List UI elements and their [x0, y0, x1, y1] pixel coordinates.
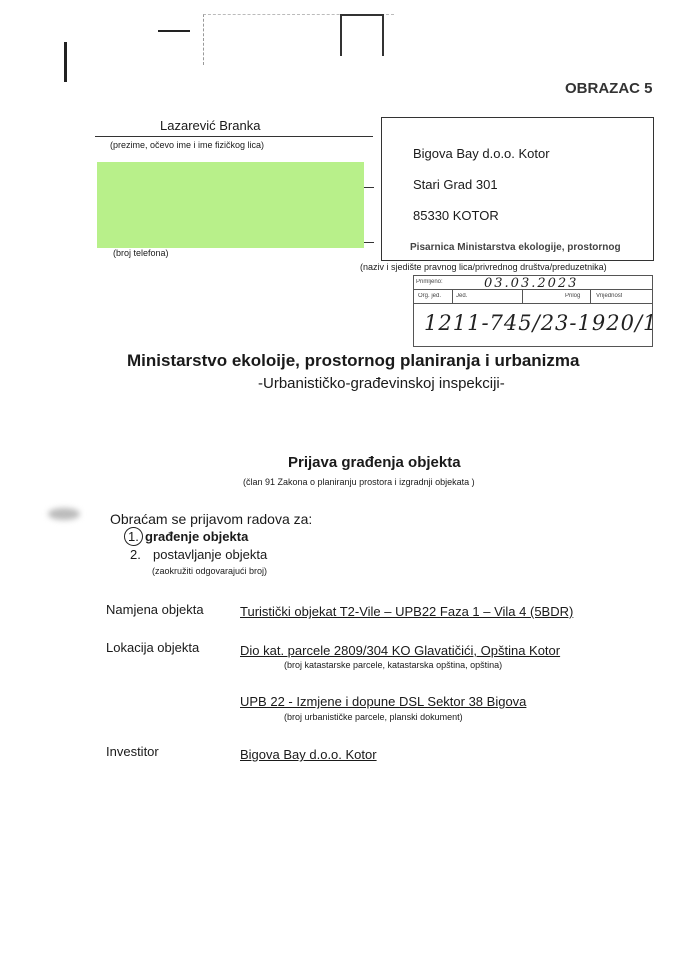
scan-smudge: [48, 508, 80, 520]
option-1-label: građenje objekta: [145, 529, 249, 544]
stamp-received-date: 03.03.2023: [484, 276, 579, 291]
location-caption: (broj katastarske parcele, katastarska opština, opština): [284, 660, 503, 670]
stamp-received-label: Primljeno:: [416, 279, 443, 285]
option-2-number: 2.: [130, 547, 141, 562]
plan-value: UPB 22 - Izmjene i dopune DSL Sektor 38 Bigova: [240, 694, 527, 709]
phone-line-2: [364, 242, 374, 243]
options-intro: Obraćam se prijavom radova za:: [110, 511, 313, 527]
stamp-col-vrijednost: Vrijednost: [596, 293, 623, 299]
report-subtitle: (član 91 Zakona o planiranju prostora i izgradnji objekata ): [243, 477, 475, 487]
recipient-line-3: 85330 KOTOR: [413, 208, 499, 223]
recipient-line-1: Bigova Bay d.o.o. Kotor: [413, 146, 550, 161]
investor-label: Investitor: [106, 744, 159, 759]
scan-mark-left: [64, 42, 67, 82]
recipient-caption: (naziv i sjedište pravnog lica/privrednog društva/preduzetnika): [360, 262, 607, 272]
phone-line-1: [364, 187, 374, 188]
option-2-label: postavljanje objekta: [153, 547, 268, 562]
stamp-col-prilog: Prilog: [565, 293, 581, 299]
ministry-subtitle: -Urbanističko-građevinskoj inspekciji-: [258, 375, 505, 392]
stamp-col-2: [522, 289, 523, 303]
stamp-col-1: [452, 289, 453, 303]
scan-mark-top: [158, 30, 190, 32]
phone-caption: (broj telefona): [113, 248, 169, 258]
redacted-block: [97, 162, 364, 248]
ministry-title: Ministarstvo ekoloije, prostornog planiranja i urbanizma: [127, 351, 580, 370]
location-label: Lokacija objekta: [106, 640, 200, 655]
stamp-row-line-2: [413, 303, 652, 304]
applicant-name: Lazarević Branka: [160, 118, 261, 133]
stamp-col-org: Org. jed.: [418, 293, 442, 299]
recipient-line-2: Stari Grad 301: [413, 177, 498, 192]
option-1-number: 1.: [128, 529, 139, 544]
stamp-number: 1211-745/23-1920/1: [424, 311, 658, 335]
form-code: OBRAZAC 5: [565, 80, 653, 97]
options-note: (zaokružiti odgovarajući broj): [152, 566, 268, 576]
scan-artifact-top-box: [340, 14, 384, 56]
purpose-value: Turistički objekat T2-Vile – UPB22 Faza 1 – Vila 4 (5BDR): [240, 604, 574, 619]
plan-caption: (broj urbanističke parcele, planski dokument): [284, 712, 463, 722]
stamp-col-3: [590, 289, 591, 303]
stamp-title: Pisarnica Ministarstva ekologije, prostornog: [410, 242, 621, 253]
report-title: Prijava građenja objekta: [288, 454, 461, 471]
applicant-name-line: [95, 136, 373, 137]
investor-value: Bigova Bay d.o.o. Kotor: [240, 747, 377, 762]
location-value: Dio kat. parcele 2809/304 KO Glavatičići, Opština Kotor: [240, 643, 561, 658]
purpose-label: Namjena objekta: [106, 602, 204, 617]
applicant-name-caption: (prezime, očevo ime i ime fizičkog lica): [110, 140, 265, 150]
stamp-col-jed: Jed.: [456, 293, 468, 299]
